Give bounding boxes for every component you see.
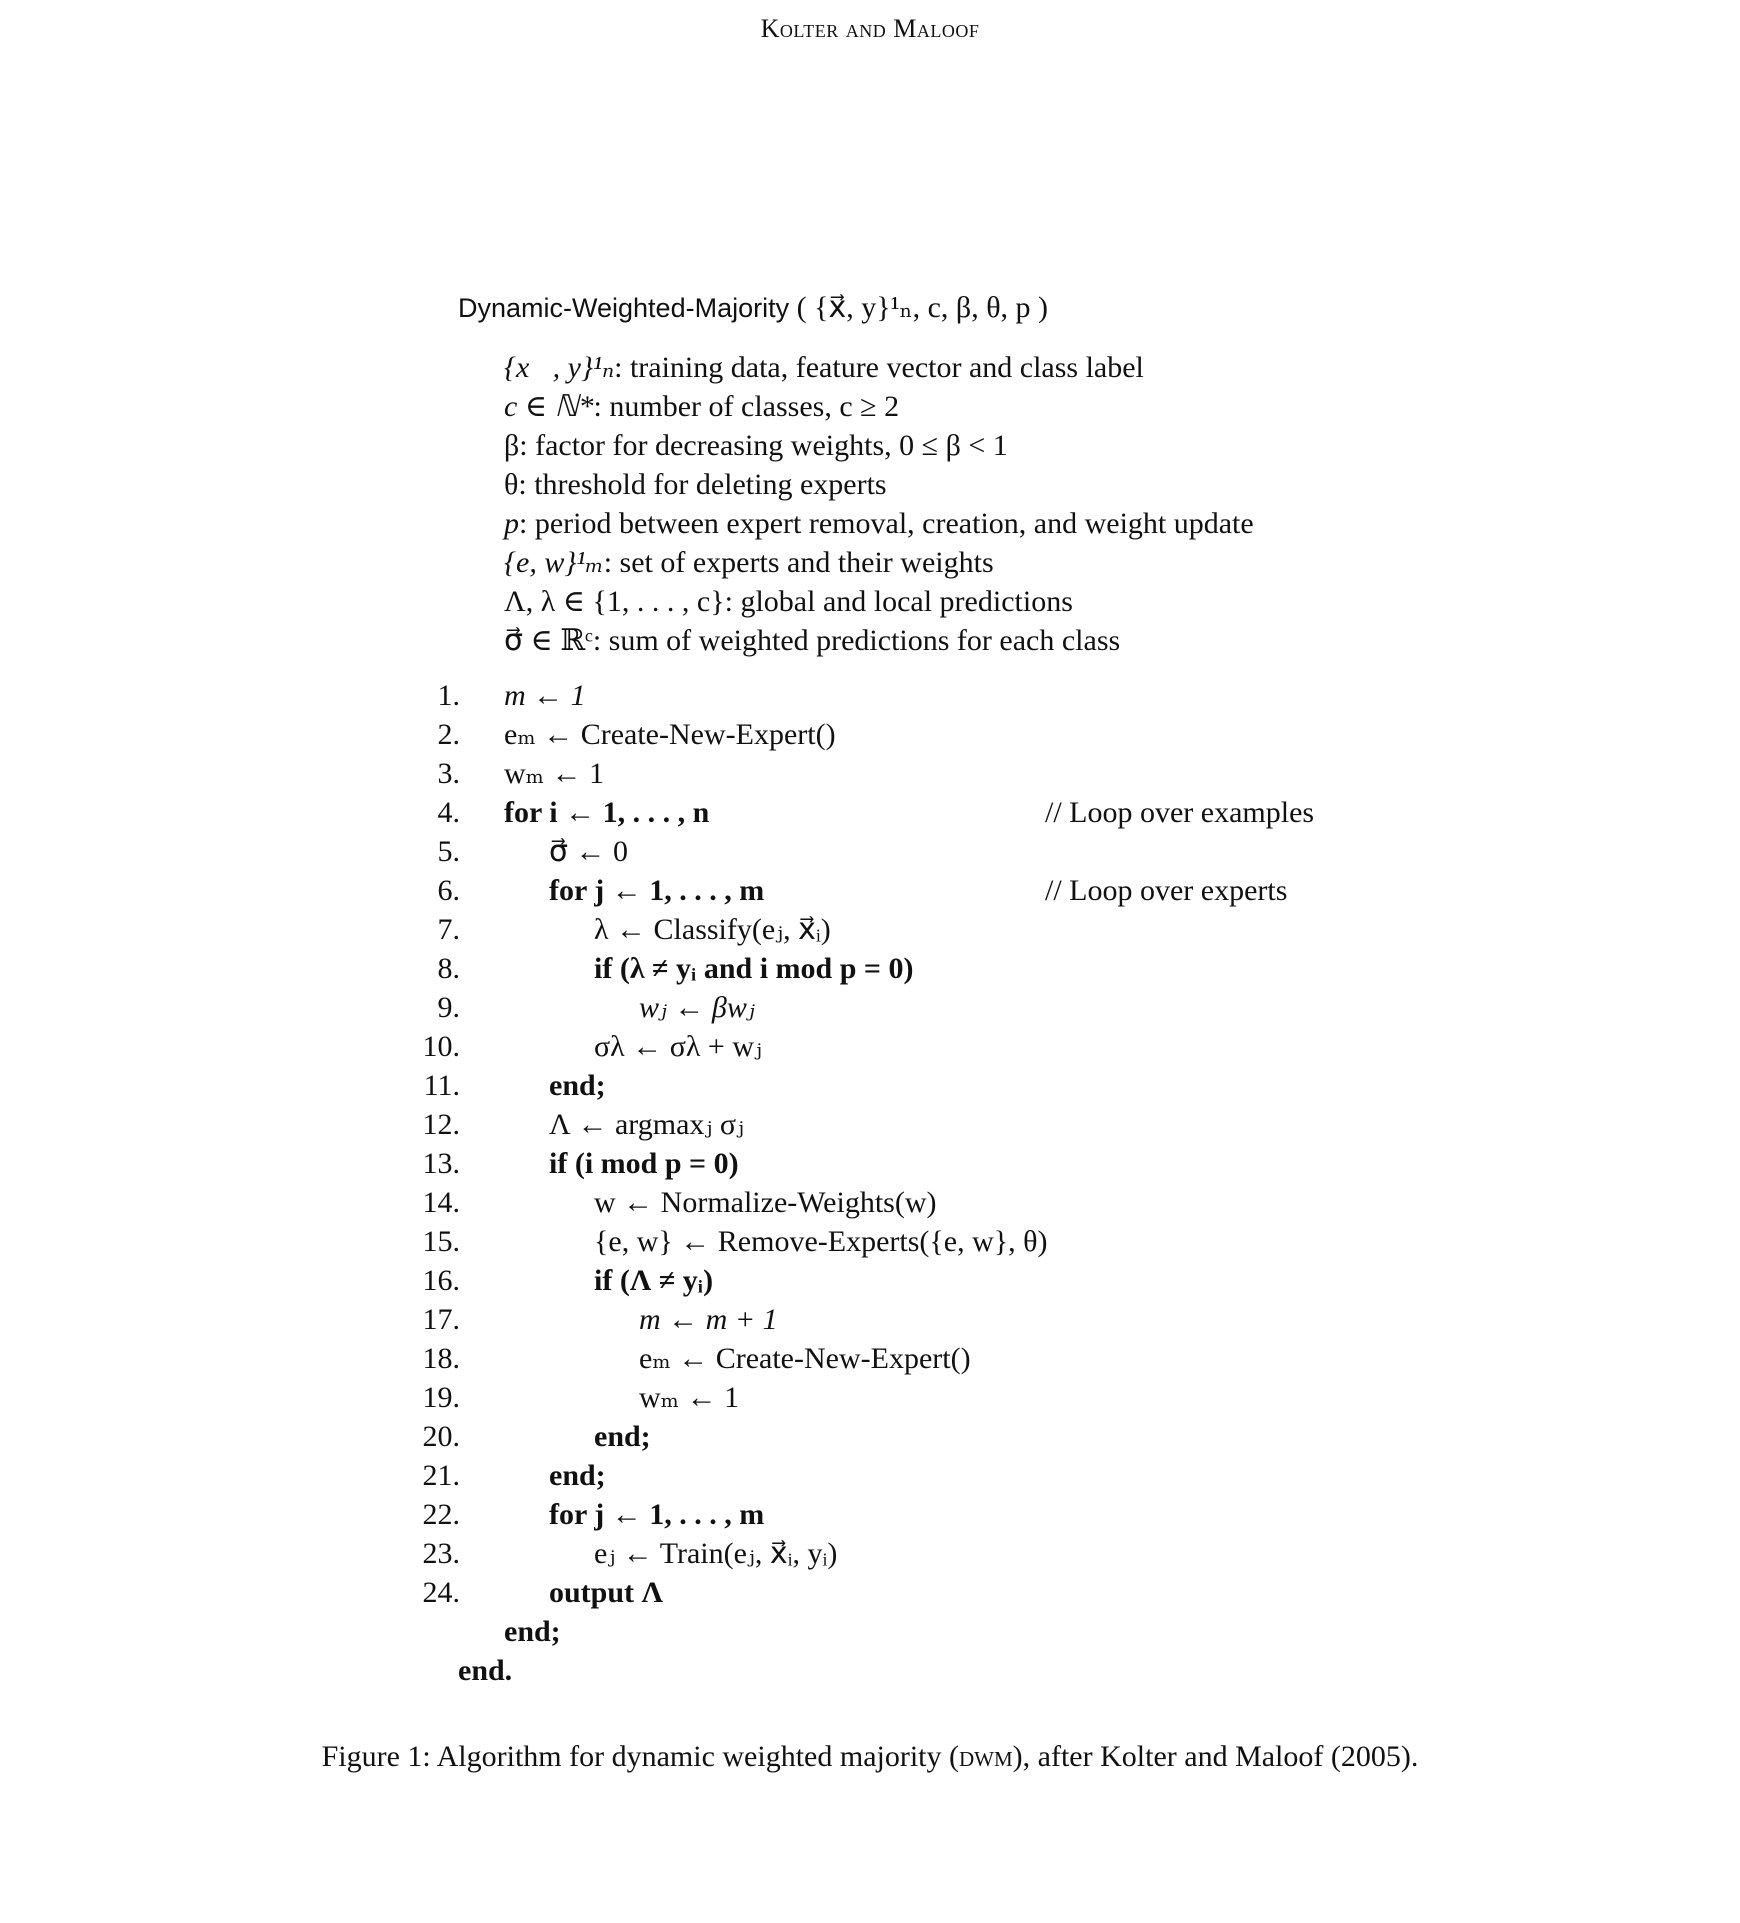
code-line: 5. σ⃗ ← 0 bbox=[437, 835, 629, 868]
code-line: 16. if (Λ ≠ yᵢ) bbox=[422, 1264, 714, 1297]
code-line: 1. m ← 1 bbox=[437, 679, 586, 712]
code-line: 11. end; bbox=[423, 1069, 606, 1102]
param-item: p: period between expert removal, creation, and weight update bbox=[504, 507, 1254, 540]
algorithm-signature bbox=[458, 290, 1048, 325]
code-line: 21. end; bbox=[422, 1459, 606, 1492]
code-line: 9. wⱼ ← βwⱼ bbox=[437, 991, 755, 1024]
code-line: 22. for j ← 1, . . . , m bbox=[422, 1498, 765, 1531]
code-line: 8. if (λ ≠ yᵢ and i mod p = 0) bbox=[437, 952, 914, 985]
code-line: 6. for j ← 1, . . . , m // Loop over experts bbox=[0, 871, 1740, 910]
code-line: 7. λ ← Classify(eⱼ, x⃗ᵢ) bbox=[437, 913, 831, 946]
running-head: Kolter and Maloof bbox=[760, 14, 980, 43]
code-line: 2. eₘ ← Create-New-Expert() bbox=[437, 718, 836, 751]
param-item: {e, w}¹ₘ: set of experts and their weights bbox=[504, 546, 994, 579]
param-item: σ⃗ ∈ ℝᶜ: sum of weighted predictions for each class bbox=[504, 624, 1121, 657]
code-line: 17. m ← m + 1 bbox=[422, 1303, 778, 1336]
param-item: c ∈ ℕ*: number of classes, c ≥ 2 bbox=[504, 390, 900, 423]
code-line: 12. Λ ← argmaxⱼ σⱼ bbox=[422, 1108, 744, 1141]
code-line: end. bbox=[458, 1654, 513, 1687]
code-line: 4. for i ← 1, . . . , n // Loop over examples bbox=[0, 793, 1740, 832]
code-line: 19. wₘ ← 1 bbox=[422, 1381, 740, 1414]
code-line: 23. eⱼ ← Train(eⱼ, x⃗ᵢ, yᵢ) bbox=[422, 1537, 838, 1570]
code-comment: // Loop over examples bbox=[1045, 796, 1315, 829]
code-comment: // Loop over experts bbox=[1045, 874, 1288, 907]
code-line: 14. w ← Normalize-Weights(w) bbox=[422, 1186, 937, 1219]
param-item: θ: threshold for deleting experts bbox=[504, 468, 887, 501]
code-line: 15. {e, w} ← Remove-Experts({e, w}, θ) bbox=[422, 1225, 1048, 1258]
algorithm-name: Dynamic-Weighted-Majority bbox=[458, 293, 790, 323]
code-line: 20. end; bbox=[422, 1420, 651, 1453]
code-line: 13. if (i mod p = 0) bbox=[422, 1147, 739, 1180]
code-line: end; bbox=[504, 1615, 561, 1648]
algorithm-params: ( {x⃗, y}¹ₙ, c, β, θ, p ) bbox=[796, 291, 1049, 324]
code-line: 3. wₘ ← 1 bbox=[437, 757, 605, 790]
figure-caption: Figure 1: Algorithm for dynamic weighted majority (dwm), after Kolter and Maloof (2005). bbox=[321, 1740, 1419, 1773]
param-item: Λ, λ ∈ {1, . . . , c}: global and local predictions bbox=[504, 585, 1073, 618]
param-item: {x⃗, y}¹ₙ: training data, feature vector and class label bbox=[504, 351, 1144, 384]
param-item: β: factor for decreasing weights, 0 ≤ β < 1 bbox=[504, 429, 1008, 462]
code-line: 18. eₘ ← Create-New-Expert() bbox=[422, 1342, 971, 1375]
code-line: 24. output Λ bbox=[422, 1576, 664, 1609]
code-line: 10. σλ ← σλ + wⱼ bbox=[422, 1030, 762, 1063]
